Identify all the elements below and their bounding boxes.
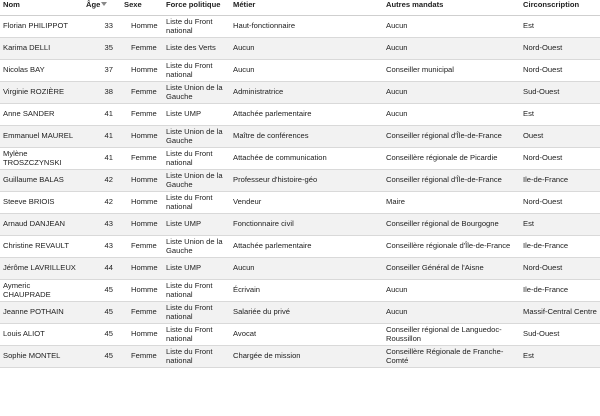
cell-metier: Fonctionnaire civil — [230, 214, 383, 236]
cell-age: 45 — [83, 324, 121, 346]
cell-nom: Christine REVAULT — [0, 236, 83, 258]
cell-sexe: Femme — [121, 346, 163, 368]
cell-metier: Écrivain — [230, 280, 383, 302]
cell-circonscription: Sud-Ouest — [520, 82, 600, 104]
table-row — [0, 346, 600, 368]
cell-age: 33 — [83, 16, 121, 38]
cell-autres-mandats: Aucun — [383, 82, 520, 104]
cell-metier: Attachée parlementaire — [230, 236, 383, 258]
cell-age: 45 — [83, 346, 121, 368]
cell-age: 41 — [83, 104, 121, 126]
cell-age: 41 — [83, 148, 121, 170]
cell-sexe: Homme — [121, 170, 163, 192]
cell-nom: Sophie MONTEL — [0, 346, 83, 368]
col-header-sexe[interactable]: Sexe — [121, 0, 163, 16]
cell-force-politique: Liste Union de la Gauche — [163, 126, 230, 148]
cell-nom: Aymeric CHAUPRADE — [0, 280, 83, 302]
cell-metier: Aucun — [230, 258, 383, 280]
col-header-nom[interactable]: Nom — [0, 0, 83, 16]
cell-age: 37 — [83, 60, 121, 82]
col-header-age-label: Âge — [86, 0, 101, 9]
cell-circonscription: Nord-Ouest — [520, 258, 600, 280]
cell-age: 45 — [83, 302, 121, 324]
sort-desc-icon[interactable] — [101, 2, 107, 6]
col-header-metier[interactable]: Métier — [230, 0, 383, 16]
cell-force-politique: Liste du Front national — [163, 16, 230, 38]
cell-age: 42 — [83, 192, 121, 214]
cell-autres-mandats: Conseillère Régionale de Franche-Comté — [383, 346, 520, 368]
cell-metier: Maître de conférences — [230, 126, 383, 148]
cell-sexe: Femme — [121, 104, 163, 126]
cell-circonscription: Est — [520, 214, 600, 236]
cell-autres-mandats: Aucun — [383, 16, 520, 38]
cell-age: 43 — [83, 236, 121, 258]
cell-sexe: Femme — [121, 302, 163, 324]
table-row — [0, 214, 600, 236]
cell-circonscription: Ile-de-France — [520, 236, 600, 258]
cell-force-politique: Liste des Verts — [163, 38, 230, 60]
cell-force-politique: Liste du Front national — [163, 60, 230, 82]
cell-nom: Mylène TROSZCZYNSKI — [0, 148, 83, 170]
table-row — [0, 148, 600, 170]
cell-nom: Florian PHILIPPOT — [0, 16, 83, 38]
cell-autres-mandats: Conseillère régionale d'Île-de-France — [383, 236, 520, 258]
cell-force-politique: Liste du Front national — [163, 302, 230, 324]
cell-metier: Aucun — [230, 60, 383, 82]
cell-sexe: Homme — [121, 126, 163, 148]
cell-circonscription: Est — [520, 346, 600, 368]
cell-sexe: Homme — [121, 280, 163, 302]
cell-sexe: Femme — [121, 148, 163, 170]
table-body — [0, 16, 600, 368]
cell-autres-mandats: Conseiller régional de Languedoc-Roussillon — [383, 324, 520, 346]
cell-age: 43 — [83, 214, 121, 236]
cell-autres-mandats: Aucun — [383, 302, 520, 324]
col-header-age[interactable] — [83, 0, 121, 16]
cell-force-politique: Liste Union de la Gauche — [163, 82, 230, 104]
cell-nom: Karima DELLI — [0, 38, 83, 60]
cell-force-politique: Liste UMP — [163, 214, 230, 236]
cell-nom: Louis ALIOT — [0, 324, 83, 346]
cell-force-politique: Liste Union de la Gauche — [163, 170, 230, 192]
cell-metier: Aucun — [230, 38, 383, 60]
cell-force-politique: Liste du Front national — [163, 324, 230, 346]
cell-nom: Anne SANDER — [0, 104, 83, 126]
table-row — [0, 192, 600, 214]
cell-nom: Nicolas BAY — [0, 60, 83, 82]
cell-circonscription: Nord-Ouest — [520, 148, 600, 170]
cell-nom: Virginie ROZIÈRE — [0, 82, 83, 104]
table-row — [0, 104, 600, 126]
cell-nom: Arnaud DANJEAN — [0, 214, 83, 236]
cell-nom: Jérôme LAVRILLEUX — [0, 258, 83, 280]
cell-autres-mandats: Conseiller régional d'Île-de-France — [383, 126, 520, 148]
cell-force-politique: Liste Union de la Gauche — [163, 236, 230, 258]
cell-metier: Avocat — [230, 324, 383, 346]
table-row — [0, 258, 600, 280]
cell-sexe: Homme — [121, 258, 163, 280]
table-row — [0, 82, 600, 104]
table-row — [0, 170, 600, 192]
cell-autres-mandats: Aucun — [383, 280, 520, 302]
cell-force-politique: Liste du Front national — [163, 346, 230, 368]
cell-metier: Salariée du privé — [230, 302, 383, 324]
cell-metier: Vendeur — [230, 192, 383, 214]
cell-circonscription: Est — [520, 16, 600, 38]
cell-metier: Attachée parlementaire — [230, 104, 383, 126]
cell-force-politique: Liste UMP — [163, 258, 230, 280]
cell-metier: Chargée de mission — [230, 346, 383, 368]
cell-age: 42 — [83, 170, 121, 192]
cell-metier: Haut-fonctionnaire — [230, 16, 383, 38]
cell-nom: Guillaume BALAS — [0, 170, 83, 192]
cell-sexe: Homme — [121, 16, 163, 38]
table-row — [0, 16, 600, 38]
cell-age: 45 — [83, 280, 121, 302]
cell-circonscription: Ouest — [520, 126, 600, 148]
cell-metier: Attachée de communication — [230, 148, 383, 170]
table-row — [0, 38, 600, 60]
cell-force-politique: Liste du Front national — [163, 148, 230, 170]
cell-sexe: Homme — [121, 192, 163, 214]
table-row — [0, 324, 600, 346]
cell-sexe: Homme — [121, 60, 163, 82]
col-header-autres-mandats[interactable]: Autres mandats — [383, 0, 520, 16]
col-header-force-politique[interactable]: Force politique — [163, 0, 230, 16]
cell-autres-mandats: Conseiller Général de l'Aisne — [383, 258, 520, 280]
cell-circonscription: Nord-Ouest — [520, 192, 600, 214]
cell-autres-mandats: Conseiller municipal — [383, 60, 520, 82]
cell-circonscription: Massif-Central Centre — [520, 302, 600, 324]
table-row — [0, 60, 600, 82]
cell-age: 41 — [83, 126, 121, 148]
cell-autres-mandats: Conseillère régionale de Picardie — [383, 148, 520, 170]
cell-force-politique: Liste UMP — [163, 104, 230, 126]
cell-autres-mandats: Aucun — [383, 38, 520, 60]
cell-circonscription: Nord-Ouest — [520, 60, 600, 82]
cell-sexe: Homme — [121, 324, 163, 346]
cell-sexe: Femme — [121, 38, 163, 60]
table-row — [0, 126, 600, 148]
cell-circonscription: Est — [520, 104, 600, 126]
col-header-circonscription[interactable]: Circonscription — [520, 0, 600, 16]
cell-circonscription: Sud-Ouest — [520, 324, 600, 346]
cell-age: 44 — [83, 258, 121, 280]
cell-age: 35 — [83, 38, 121, 60]
cell-sexe: Femme — [121, 82, 163, 104]
cell-sexe: Femme — [121, 236, 163, 258]
table-row — [0, 302, 600, 324]
cell-circonscription: Ile-de-France — [520, 170, 600, 192]
cell-circonscription: Ile-de-France — [520, 280, 600, 302]
cell-autres-mandats: Conseiller régional de Bourgogne — [383, 214, 520, 236]
cell-nom: Emmanuel MAUREL — [0, 126, 83, 148]
cell-autres-mandats: Maire — [383, 192, 520, 214]
cell-metier: Administratrice — [230, 82, 383, 104]
cell-age: 38 — [83, 82, 121, 104]
table-row — [0, 236, 600, 258]
cell-sexe: Homme — [121, 214, 163, 236]
cell-metier: Professeur d'histoire-géo — [230, 170, 383, 192]
cell-nom: Jeanne POTHAIN — [0, 302, 83, 324]
cell-force-politique: Liste du Front national — [163, 192, 230, 214]
cell-nom: Steeve BRIOIS — [0, 192, 83, 214]
cell-circonscription: Nord-Ouest — [520, 38, 600, 60]
table-header-row — [0, 0, 600, 16]
table-row — [0, 280, 600, 302]
cell-autres-mandats: Aucun — [383, 104, 520, 126]
cell-autres-mandats: Conseiller régional d'Île-de-France — [383, 170, 520, 192]
cell-force-politique: Liste du Front national — [163, 280, 230, 302]
